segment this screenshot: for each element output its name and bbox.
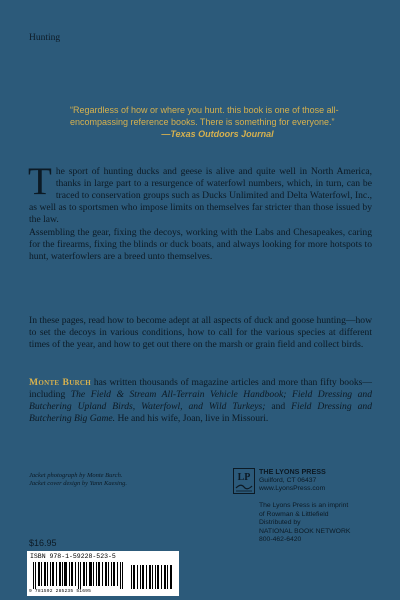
- description-paragraph-2: Assembling the gear, fixing the decoys, working with the Labs and Chesapeakes, caring for the firearms, fixing the blinds or duck boats, and always looking for more hotspots to hunt, waterfowlers are a breed unto themselves.: [29, 227, 372, 263]
- barcode-digits: [29, 589, 177, 594]
- design-credit: Jacket cover design by Yann Kaesing.: [29, 480, 127, 487]
- bio-text-b: and: [265, 401, 292, 413]
- quote-source-name: —Texas Outdoors Journal: [161, 129, 274, 139]
- review-quote: “Regardless of how or where you hunt. this book is one of those all-encompassing reference books. There is something for everyone.”: [70, 105, 339, 127]
- jacket-credits: [29, 472, 127, 488]
- publisher-city: Guilford, CT 06437: [259, 476, 317, 484]
- barcode-bars: [33, 562, 173, 589]
- distributor-name: NATIONAL BOOK NETWORK: [259, 527, 351, 535]
- category-label: Hunting: [29, 33, 61, 43]
- svg-text:LP: LP: [237, 472, 251, 483]
- imprint-info: [259, 502, 350, 545]
- imprint-line-1: The Lyons Press is an imprint: [259, 502, 349, 509]
- bio-book-titles-1: The Field & Stream All-Terrain Vehicle Handbook; Field Dressing and Butchering Upland Birds, Waterfowl, and Wild Turkeys;: [29, 389, 372, 413]
- drop-cap: T: [28, 160, 52, 203]
- imprint-line-2: of Rowman & Littlefield: [259, 510, 329, 518]
- bio-book-titles-2: Field Dressing and Butchering Big Game.: [29, 401, 372, 425]
- barcode-addon-digits: 51695: [76, 589, 92, 594]
- paragraph-1-text: he sport of hunting ducks and geese is alive and quite well in North America, thanks in large part to a resurgence of waterfowl numbers, which, in turn, can be traced to conservation groups such as Ducks Unlimited and Delta Waterfowl, Inc., as well as to sportsmen who impose limits on themselves far stricter than those issued by the law.: [29, 166, 372, 226]
- description-paragraph-3: In these pages, read how to become adept at all aspects of duck and goose hunting—how to set the decoys in various conditions, how to call for the various species at different times of the year, and how to get out there on the marsh or grain field and collect birds.: [29, 315, 372, 351]
- publisher-website: www.LyonsPress.com: [259, 485, 326, 492]
- price-label: $16.95: [29, 538, 57, 548]
- barcode-ean-digits: 9 781592 285235: [29, 589, 77, 594]
- publisher-name: THE LYONS PRESS: [259, 467, 326, 476]
- author-name: Monte Burch: [29, 377, 92, 388]
- bio-text-c: He and his wife, Joan, live in Missouri.: [115, 413, 269, 425]
- bio-text-a: has written thousands of magazine articles and more than fifty books—including: [29, 377, 372, 401]
- distributor-phone: 800-462-6420: [259, 536, 302, 543]
- isbn-number: ISBN 978-1-59228-523-5: [30, 553, 116, 560]
- publisher-info: [259, 468, 326, 494]
- author-bio-paragraph: [29, 377, 372, 425]
- distributor-line-1: Distributed by: [259, 519, 301, 526]
- isbn-barcode: [27, 551, 179, 596]
- description-paragraph-1: [28, 160, 372, 226]
- lyons-press-logo: [233, 468, 255, 494]
- photo-credit: Jacket photograph by Monte Burch.: [29, 472, 123, 479]
- review-quote-source: [70, 129, 365, 139]
